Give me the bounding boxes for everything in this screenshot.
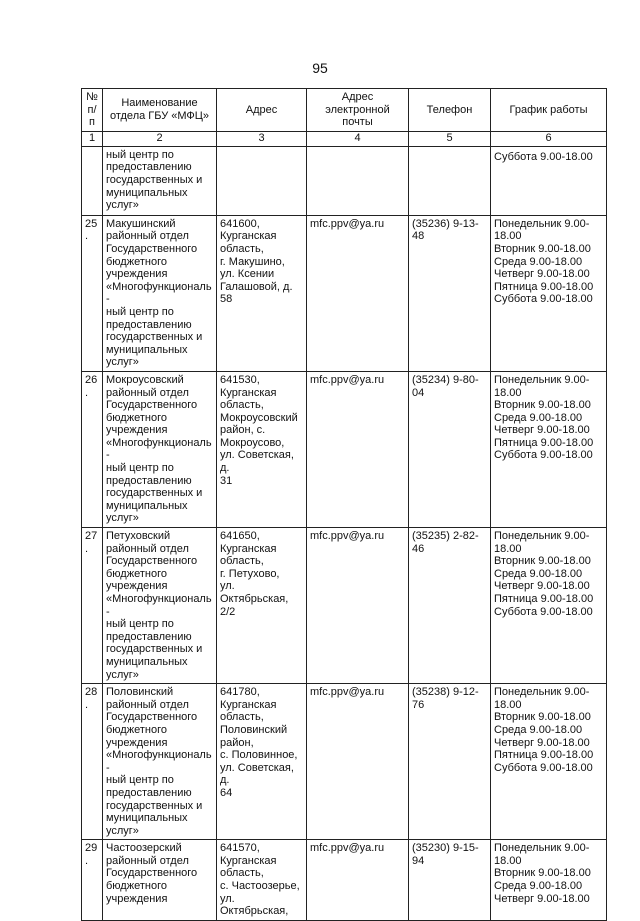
department-address: 641780, Курганская область, Половинский район, с. Половинное, ул. Советская, д. 64 [217,684,307,840]
department-phone: (35230) 9-15- 94 [409,840,491,921]
table-row [82,146,607,215]
column-number: 1 [82,131,103,146]
header-email: Адрес электронной почты [307,89,409,132]
department-name: Петуховский районный отдел Государственного бюджетного учреждения «Многофункциональ- ный центр по предоставлению государственных и муниципальных услуг» [103,528,217,684]
department-schedule: Понедельник 9.00- 18.00 Вторник 9.00-18.00 Среда 9.00-18.00 Четверг 9.00-18.00 Пятница 9.00-18.00 Суббота 9.00-18.00 [491,371,607,527]
department-schedule: Понедельник 9.00- 18.00 Вторник 9.00-18.00 Среда 9.00-18.00 Четверг 9.00-18.00 Пятница 9.00-18.00 Суббота 9.00-18.00 [491,215,607,371]
department-address [217,146,307,215]
department-address: 641570, Курганская область, с. Частоозерье, ул. Октябрьская, [217,840,307,921]
department-name: Половинский районный отдел Государственного бюджетного учреждения «Многофункциональ- ный центр по предоставлению государственных и муниципальных услуг» [103,684,217,840]
page-number: 95 [312,60,328,76]
department-address: 641530, Курганская область, Мокроусовский район, с. Мокроусово, ул. Советская, д. 31 [217,371,307,527]
department-phone [409,146,491,215]
table-row [82,840,607,921]
row-number: 26. [82,371,103,527]
department-phone: (35235) 2-82- 46 [409,528,491,684]
header-num: № п/п [82,89,103,132]
department-email: mfc.ppv@ya.ru [307,528,409,684]
header-schedule: График работы [491,89,607,132]
header-address: Адрес [217,89,307,132]
department-schedule: Понедельник 9.00- 18.00 Вторник 9.00-18.00 Среда 9.00-18.00 Четверг 9.00-18.00 Пятница 9.00-18.00 Суббота 9.00-18.00 [491,684,607,840]
column-number: 2 [103,131,217,146]
table-row [82,371,607,527]
column-number: 3 [217,131,307,146]
column-number: 4 [307,131,409,146]
column-number: 5 [409,131,491,146]
row-number: 27. [82,528,103,684]
department-address: 641600, Курганская область, г. Макушино, ул. Ксении Галашовой, д. 58 [217,215,307,371]
department-schedule: Понедельник 9.00- 18.00 Вторник 9.00-18.00 Среда 9.00-18.00 Четверг 9.00-18.00 [491,840,607,921]
header-phone: Телефон [409,89,491,132]
mfc-departments-table [81,88,607,921]
department-schedule: Понедельник 9.00- 18.00 Вторник 9.00-18.00 Среда 9.00-18.00 Четверг 9.00-18.00 Пятница 9.00-18.00 Суббота 9.00-18.00 [491,528,607,684]
header-row [82,89,607,132]
department-email [307,146,409,215]
row-number: 28. [82,684,103,840]
column-number-row [82,131,607,146]
department-schedule: Суббота 9.00-18.00 [491,146,607,215]
department-email: mfc.ppv@ya.ru [307,684,409,840]
department-name: ный центр по предоставлению государственных и муниципальных услуг» [103,146,217,215]
department-email: mfc.ppv@ya.ru [307,840,409,921]
row-number: 25. [82,215,103,371]
header-name: Наименование отдела ГБУ «МФЦ» [103,89,217,132]
department-name: Частоозерский районный отдел Государственного бюджетного учреждения [103,840,217,921]
table-row [82,215,607,371]
row-number [82,146,103,215]
department-name: Макушинский районный отдел Государственного бюджетного учреждения «Многофункциональ- ный центр по предоставлению государственных и муниципальных услуг» [103,215,217,371]
department-phone: (35238) 9-12- 76 [409,684,491,840]
department-phone: (35236) 9-13- 48 [409,215,491,371]
column-number: 6 [491,131,607,146]
department-name: Мокроусовский районный отдел Государственного бюджетного учреждения «Многофункциональ- ный центр по предоставлению государственных и муниципальных услуг» [103,371,217,527]
table-row [82,684,607,840]
row-number: 29. [82,840,103,921]
department-email: mfc.ppv@ya.ru [307,215,409,371]
department-email: mfc.ppv@ya.ru [307,371,409,527]
department-address: 641650, Курганская область, г. Петухово, ул. Октябрьская, 2/2 [217,528,307,684]
department-phone: (35234) 9-80- 04 [409,371,491,527]
table-row [82,528,607,684]
